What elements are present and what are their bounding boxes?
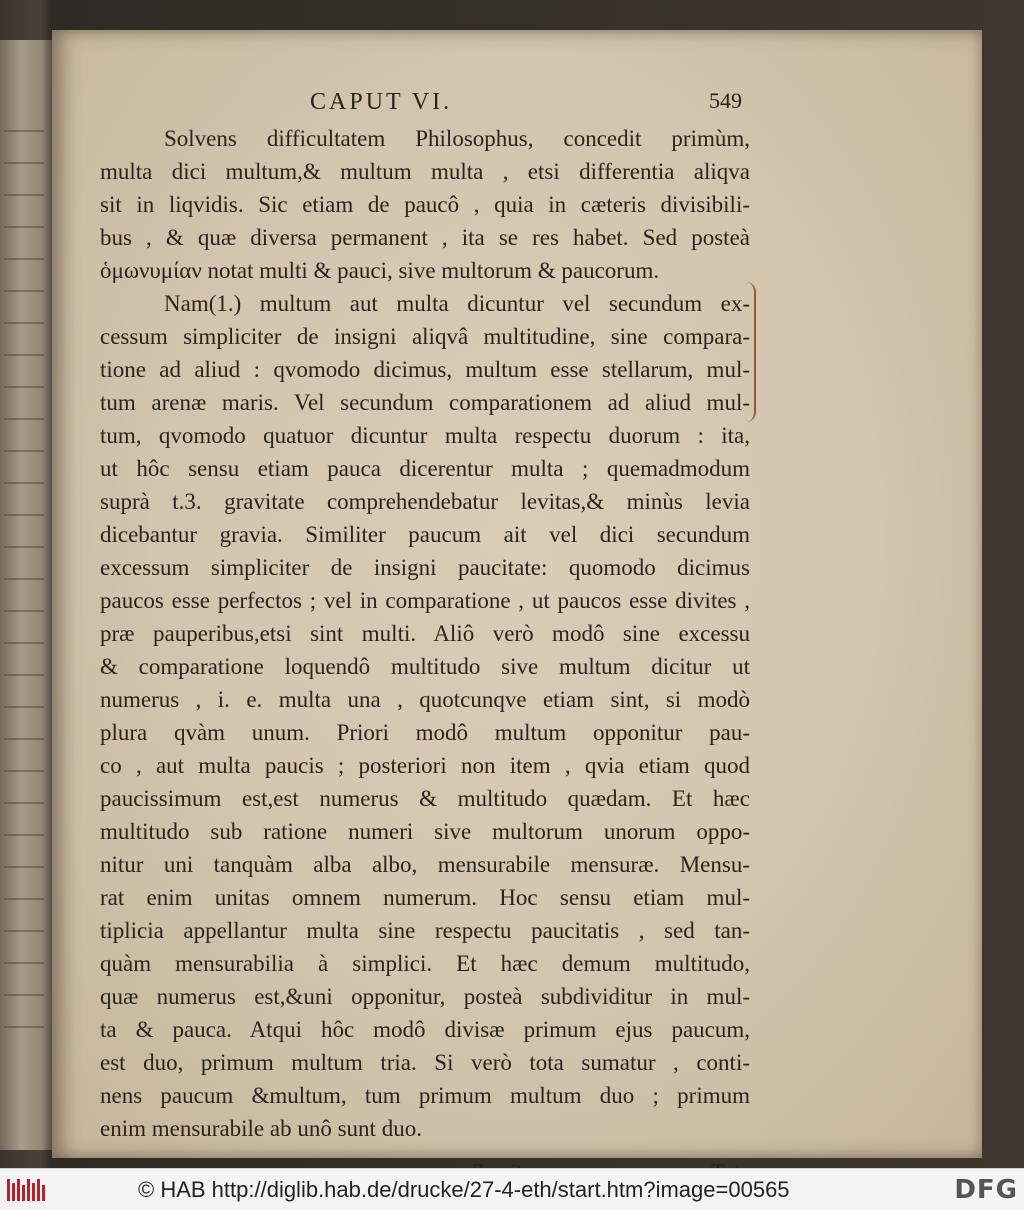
previous-page-edge <box>0 40 52 1150</box>
text-block <box>100 84 750 1191</box>
text-line: bus , & quæ diversa permanent , ita se res habet. Sed posteà <box>100 225 750 250</box>
text-line: Nam(1.) multum aut multa dicuntur vel secundum ex- <box>164 291 750 316</box>
text-line: tione ad aliud : qvomodo dicimus, multum esse stellarum, mul- <box>100 357 750 382</box>
dfg-logo[interactable]: DFG <box>954 1175 1018 1205</box>
margin-bracket-mark <box>744 282 756 422</box>
text-line: paucos esse perfectos ; vel in comparatione , ut paucos esse divites , <box>100 588 750 613</box>
text-line: tiplicia appellantur multa sine respectu paucitatis , sed tan- <box>100 918 750 943</box>
text-line: multa dici multum,& multum multa , etsi differentia aliqva <box>100 159 750 184</box>
text-line: plura qvàm unum. Priori modô multum opponitur pau- <box>100 720 750 745</box>
text-line: cessum simpliciter de insigni aliqvâ multitudine, sine compara- <box>100 324 750 349</box>
text-line: dicebantur gravia. Similiter paucum ait vel dici secundum <box>100 522 750 547</box>
footer-bar <box>0 1168 1024 1210</box>
text-line: sit in liqvidis. Sic etiam de paucô , quia in cæteris divisibili- <box>100 192 750 217</box>
text-line: co , aut multa paucis ; posteriori non item , qvia etiam quod <box>100 753 750 778</box>
text-line: Solvens difficultatem Philosophus, concedit primùm, <box>164 126 750 151</box>
text-line: rat enim unitas omnem numerum. Hoc sensu etiam mul- <box>100 885 750 910</box>
running-head <box>100 84 750 122</box>
text-line: excessum simpliciter de insigni paucitate: quomodo dicimus <box>100 555 750 580</box>
text-line: ut hôc sensu etiam pauca dicerentur multa ; quemadmodum <box>100 456 750 481</box>
page-number: 549 <box>709 88 742 113</box>
copyright-link[interactable]: © HAB http://diglib.hab.de/drucke/27-4-eth/start.htm?image=00565 <box>138 1177 790 1202</box>
text-line: paucissimum est,est numerus & multitudo quædam. Et hæc <box>100 786 750 811</box>
text-line: ὁμωνυμίαν notat multi & pauci, sive multorum & paucorum. <box>100 258 660 283</box>
text-line: est duo, primum multum tria. Si verò tota sumatur , conti- <box>100 1050 750 1075</box>
text-line: nens paucum &multum, tum primum multum duo ; primum <box>100 1083 750 1108</box>
text-line: quàm mensurabilia à simplici. Et hæc demum multitudo, <box>100 951 750 976</box>
text-line: & comparatione loquendô multitudo sive multum dicitur ut <box>100 654 750 679</box>
text-line: nitur uni tanquàm alba albo, mensurabile mensuræ. Mensu- <box>100 852 750 877</box>
hab-logo-icon[interactable] <box>6 1177 46 1203</box>
text-line: ta & pauca. Atqui hôc modô divisæ primum ejus paucum, <box>100 1017 750 1042</box>
text-line: suprà t.3. gravitate comprehendebatur levitas,& minùs levia <box>100 489 750 514</box>
text-line: quæ numerus est,&uni opponitur, posteà subdividitur in mul- <box>100 984 750 1009</box>
text-line: multitudo sub ratione numeri sive multorum unorum oppo- <box>100 819 750 844</box>
book-page <box>52 30 982 1158</box>
text-line: enim mensurabile ab unô sunt duo. <box>100 1116 422 1141</box>
previous-page-text-lines <box>4 130 44 1030</box>
text-line: numerus , i. e. multa una , quotcunqve etiam sint, si modò <box>100 687 750 712</box>
text-line: præ pauperibus,etsi sint multi. Aliô verò modô sine excessu <box>100 621 750 646</box>
text-line: tum, qvomodo quatuor dicuntur multa respectu duorum : ita, <box>100 423 750 448</box>
text-line: tum arenæ maris. Vel secundum comparationem ad aliud mul- <box>100 390 750 415</box>
running-title: CAPUT VI. <box>310 89 453 115</box>
